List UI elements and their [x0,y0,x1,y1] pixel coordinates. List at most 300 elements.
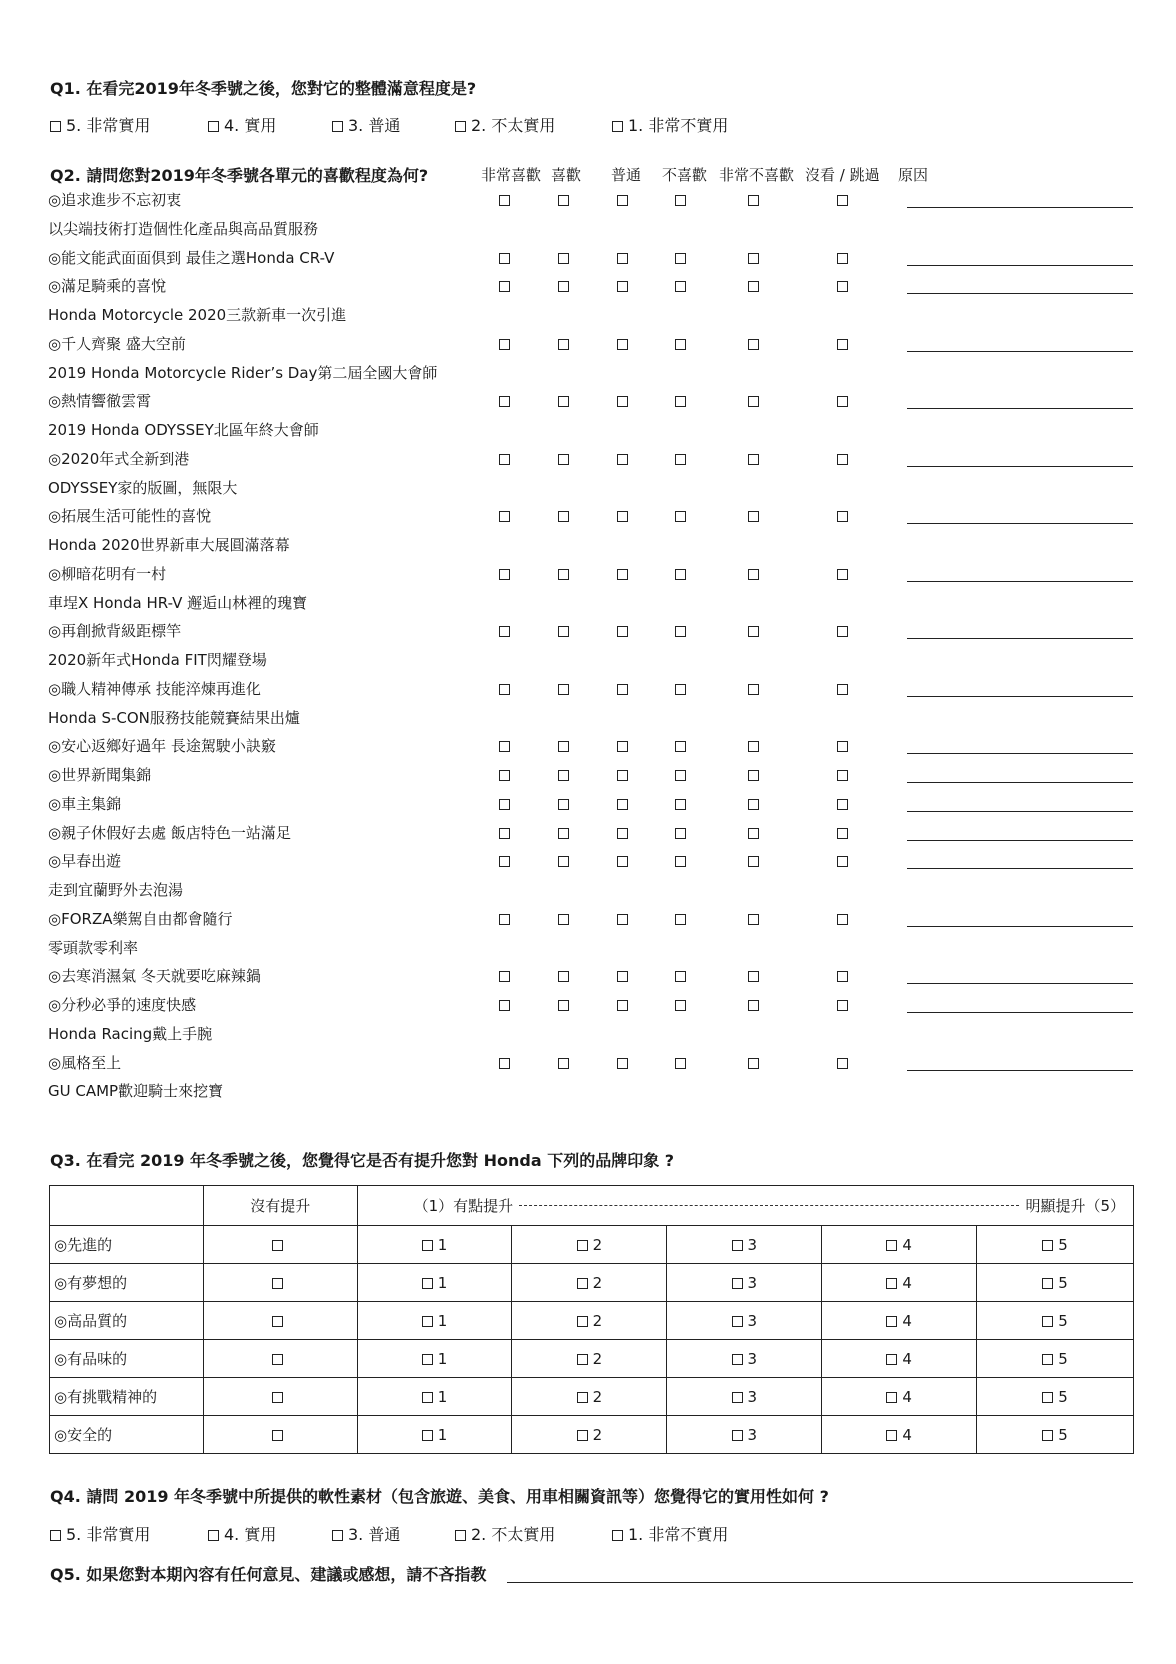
q3-cell-none [203,1340,357,1378]
q4-checkbox[interactable] [612,1530,623,1541]
q2-rating-checkbox[interactable] [675,971,686,982]
q2-rating-checkbox[interactable] [558,799,569,810]
q2-reason-line[interactable] [907,408,1133,409]
q2-column-header: 普通 [611,166,642,184]
q2-rating-checkbox[interactable] [499,253,510,264]
q2-rating-checkbox[interactable] [499,454,510,465]
q3-level-label: 5 [1058,1273,1068,1292]
q1-checkbox[interactable] [455,121,466,132]
q2-row-label: 2019 Honda ODYSSEY北區年終大會師 [48,421,319,439]
q3-checkbox[interactable] [732,1392,743,1403]
q2-rating-checkbox[interactable] [837,454,848,465]
q2-rating-checkbox[interactable] [675,856,686,867]
q2-rating-checkbox[interactable] [558,828,569,839]
q2-rating-checkbox[interactable] [558,339,569,350]
q2-row-label: 走到宜蘭野外去泡湯 [48,881,184,899]
q2-rating-checkbox[interactable] [617,770,628,781]
q3-checkbox[interactable] [1042,1240,1053,1251]
q3-cell-level [357,1226,512,1264]
q2-rating-checkbox[interactable] [499,569,510,580]
q3-checkbox[interactable] [886,1354,897,1365]
q2-rating-checkbox[interactable] [558,971,569,982]
q2-row-label: ◎安心返鄉好過年 長途駕駛小訣竅 [48,737,276,756]
q3-row-label: ◎有挑戰精神的 [50,1378,204,1416]
q2-row-label: ◎分秒必爭的速度快感 [48,996,197,1014]
q1-checkbox[interactable] [612,121,623,132]
q3-row [50,1340,1134,1378]
q3-cell-level [357,1340,512,1378]
q3-level-label: 1 [437,1349,448,1368]
q2-rating-checkbox[interactable] [748,770,759,781]
q1-option[interactable] [455,113,555,136]
q2-rating-checkbox[interactable] [675,626,686,637]
q3-cell-level [822,1302,977,1340]
q2-rating-checkbox[interactable] [499,1000,510,1011]
q2-rating-checkbox[interactable] [675,281,686,292]
q2-rating-checkbox[interactable] [748,569,759,580]
q2-subtitle-row [0,478,1176,504]
q2-question-row [0,276,1176,302]
q3-cell-level [512,1264,667,1302]
q2-rating-checkbox[interactable] [837,253,848,264]
q1-checkbox[interactable] [208,121,219,132]
q2-rating-checkbox[interactable] [617,339,628,350]
q2-row-label: ◎風格至上 [48,1053,122,1072]
q2-rating-checkbox[interactable] [675,454,686,465]
q3-checkbox[interactable] [422,1430,433,1441]
q3-checkbox[interactable] [886,1240,897,1251]
q2-reason-line[interactable] [907,638,1133,639]
q2-question-row [0,995,1176,1021]
q2-column-header: 原因 [898,166,929,184]
q3-cell-none [203,1226,357,1264]
q3-checkbox-none[interactable] [272,1240,283,1251]
q3-checkbox[interactable] [422,1278,433,1289]
q3-level-label: 4 [902,1235,912,1254]
q3-cell-level [977,1416,1134,1454]
q2-rating-checkbox[interactable] [748,971,759,982]
q2-rating-checkbox[interactable] [558,253,569,264]
q3-level-label: 5 [1058,1235,1068,1254]
q2-row-label: Honda 2020世界新車大展圓滿落幕 [48,536,290,554]
q2-subtitle-row [0,1081,1176,1107]
q3-checkbox[interactable] [577,1278,588,1289]
q2-subtitle-row [0,880,1176,906]
q2-rating-checkbox[interactable] [617,511,628,522]
q2-rating-checkbox[interactable] [837,971,848,982]
q3-checkbox[interactable] [422,1392,433,1403]
q2-subtitle-row [0,363,1176,389]
q2-question-row [0,564,1176,590]
q3-cell-level [512,1226,667,1264]
q4-option[interactable] [332,1522,400,1545]
q2-reason-line[interactable] [907,811,1133,812]
q3-checkbox-none[interactable] [272,1354,283,1365]
q2-rating-checkbox[interactable] [558,856,569,867]
q2-rating-checkbox[interactable] [748,828,759,839]
q1-option[interactable] [50,113,150,136]
q3-row-label: ◎高品質的 [50,1302,204,1340]
q3-checkbox-none[interactable] [272,1278,283,1289]
q3-checkbox[interactable] [577,1430,588,1441]
q2-rating-checkbox[interactable] [499,626,510,637]
q2-rating-checkbox[interactable] [499,856,510,867]
q3-scale-left: （1）有點提升 [413,1197,514,1215]
q2-row-label: ◎滿足騎乘的喜悅 [48,277,167,296]
q2-reason-line[interactable] [907,351,1133,352]
q4-option[interactable] [208,1522,276,1545]
q3-checkbox[interactable] [1042,1392,1053,1403]
q3-checkbox[interactable] [577,1240,588,1251]
q2-rating-checkbox[interactable] [675,511,686,522]
q2-row-label: ◎親子休假好去處 飯店特色一站滿足 [48,823,291,842]
q3-checkbox[interactable] [1042,1278,1053,1289]
q2-rating-checkbox[interactable] [837,626,848,637]
q1-checkbox[interactable] [50,121,61,132]
q2-reason-line[interactable] [907,1070,1133,1071]
q3-cell-level [822,1226,977,1264]
q1-checkbox[interactable] [332,121,343,132]
q2-reason-line[interactable] [907,753,1133,754]
q2-rating-checkbox[interactable] [499,799,510,810]
q2-reason-line[interactable] [907,926,1133,927]
q2-reason-line[interactable] [907,523,1133,524]
q2-rating-checkbox[interactable] [558,1000,569,1011]
q2-rating-checkbox[interactable] [617,626,628,637]
q2-rating-checkbox[interactable] [499,1058,510,1069]
q3-checkbox[interactable] [1042,1354,1053,1365]
q3-cell-level [512,1416,667,1454]
q2-rating-checkbox[interactable] [675,828,686,839]
q3-row-label: ◎安全的 [50,1416,204,1454]
q2-column-header: 非常喜歡 [481,166,542,184]
q2-rating-checkbox[interactable] [558,741,569,752]
q2-row-label: Honda S-CON服務技能競賽結果出爐 [48,708,300,727]
q3-level-label: 1 [437,1311,448,1330]
q2-question-row [0,506,1176,532]
q3-level-label: 3 [747,1349,758,1368]
q2-rating-checkbox[interactable] [499,511,510,522]
q2-rating-checkbox[interactable] [748,914,759,925]
q3-header-none: 沒有提升 [203,1186,357,1226]
q2-subtitle-row [0,305,1176,331]
q2-rating-checkbox[interactable] [748,1000,759,1011]
q3-header-scale [357,1186,1133,1226]
q3-cell-level [822,1378,977,1416]
q2-reason-line[interactable] [907,466,1133,467]
q2-rating-checkbox[interactable] [748,396,759,407]
q2-rating-checkbox[interactable] [499,971,510,982]
q3-level-label: 4 [902,1273,912,1292]
q4-option[interactable] [50,1522,150,1545]
q3-level-label: 4 [902,1311,912,1330]
q2-rating-checkbox[interactable] [617,799,628,810]
q3-checkbox[interactable] [886,1278,897,1289]
q3-level-label: 2 [592,1311,603,1330]
q4-option[interactable] [612,1522,728,1545]
q2-rating-checkbox[interactable] [617,1058,628,1069]
q3-checkbox[interactable] [732,1240,743,1251]
q2-rating-checkbox[interactable] [837,684,848,695]
q2-rating-checkbox[interactable] [748,741,759,752]
q2-reason-line[interactable] [907,581,1133,582]
q2-row-label: ◎熱情響徹雲霄 [48,392,152,411]
q3-checkbox[interactable] [1042,1316,1053,1327]
q2-rating-checkbox[interactable] [617,396,628,407]
q2-rating-checkbox[interactable] [499,770,510,781]
q4-checkbox[interactable] [50,1530,61,1541]
q2-question-row [0,765,1176,791]
q2-rating-checkbox[interactable] [837,281,848,292]
q3-checkbox-none[interactable] [272,1430,283,1441]
q3-level-label: 5 [1058,1425,1068,1444]
q2-row-label: ◎千人齊聚 盛大空前 [48,334,186,353]
q2-subtitle-row [0,1024,1176,1050]
q2-rating-checkbox[interactable] [837,914,848,925]
q3-cell-level [357,1264,512,1302]
q2-subtitle-row [0,593,1176,619]
q1-option[interactable] [208,113,276,136]
q4-checkbox[interactable] [208,1530,219,1541]
q2-row-label: Honda Racing戴上手腕 [48,1024,213,1043]
q2-reason-line[interactable] [907,696,1133,697]
q2-rating-checkbox[interactable] [837,195,848,206]
q2-rating-checkbox[interactable] [748,253,759,264]
q3-level-label: 4 [902,1425,912,1444]
q2-subtitle-row [0,650,1176,676]
q3-checkbox-none[interactable] [272,1392,283,1403]
q2-subtitle-row [0,535,1176,561]
q2-rating-checkbox[interactable] [675,339,686,350]
q4-option-label: 3. 普通 [348,1525,401,1544]
q2-rating-checkbox[interactable] [617,971,628,982]
q2-rating-checkbox[interactable] [837,569,848,580]
q2-row-label: ◎柳暗花明有一村 [48,564,167,583]
q3-level-label: 5 [1058,1349,1068,1368]
q2-rating-checkbox[interactable] [617,253,628,264]
q2-rating-checkbox[interactable] [675,1000,686,1011]
q3-checkbox[interactable] [577,1392,588,1403]
q2-rating-checkbox[interactable] [837,828,848,839]
q2-rating-checkbox[interactable] [837,511,848,522]
q2-rating-checkbox[interactable] [837,1000,848,1011]
q3-checkbox[interactable] [422,1354,433,1365]
q3-cell-level [977,1226,1134,1264]
q2-rating-checkbox[interactable] [675,253,686,264]
q2-rating-checkbox[interactable] [837,396,848,407]
q2-rating-checkbox[interactable] [558,569,569,580]
q2-question-row [0,449,1176,475]
q2-question-row [0,190,1176,216]
q3-checkbox[interactable] [422,1316,433,1327]
q2-reason-line[interactable] [907,868,1133,869]
q2-rating-checkbox[interactable] [617,569,628,580]
q2-rating-checkbox[interactable] [675,684,686,695]
q2-rating-checkbox[interactable] [675,770,686,781]
q2-rating-checkbox[interactable] [499,396,510,407]
q2-rating-checkbox[interactable] [558,195,569,206]
q2-reason-line[interactable] [907,265,1133,266]
q3-level-label: 2 [592,1349,603,1368]
q2-question-row [0,736,1176,762]
q2-column-header: 喜歡 [551,166,582,184]
q3-checkbox[interactable] [1042,1430,1053,1441]
q2-row-label: 2019 Honda Motorcycle Rider’s Day第二屆全國大會師 [48,363,438,382]
q2-question-row [0,248,1176,274]
q2-question-row [0,823,1176,849]
q2-row-label: ◎早春出遊 [48,852,122,871]
q2-rating-checkbox[interactable] [837,741,848,752]
q2-rating-checkbox[interactable] [748,195,759,206]
q2-rating-checkbox[interactable] [748,281,759,292]
q2-rating-checkbox[interactable] [748,339,759,350]
q2-rating-checkbox[interactable] [558,1058,569,1069]
q2-rating-checkbox[interactable] [675,914,686,925]
q2-rating-checkbox[interactable] [748,1058,759,1069]
q2-reason-line[interactable] [907,293,1133,294]
q2-reason-line[interactable] [907,983,1133,984]
q3-checkbox[interactable] [577,1316,588,1327]
q3-level-label: 3 [747,1235,758,1254]
q4-checkbox[interactable] [332,1530,343,1541]
q2-reason-line[interactable] [907,1012,1133,1013]
q1-option-label: 4. 實用 [224,116,277,135]
q2-title: Q2. 請問您對2019年冬季號各單元的喜歡程度為何? [50,166,429,185]
q3-checkbox[interactable] [577,1354,588,1365]
q2-rating-checkbox[interactable] [499,741,510,752]
q2-rating-checkbox[interactable] [558,914,569,925]
q4-option-label: 5. 非常實用 [66,1525,151,1544]
q2-rating-checkbox[interactable] [558,770,569,781]
q3-row-label: ◎先進的 [50,1226,204,1264]
q2-rating-checkbox[interactable] [499,914,510,925]
q3-cell-level [357,1416,512,1454]
q2-rating-checkbox[interactable] [837,856,848,867]
q2-rating-checkbox[interactable] [748,684,759,695]
q2-subtitle-row [0,219,1176,245]
q2-question-row [0,679,1176,705]
q3-checkbox[interactable] [886,1392,897,1403]
q2-rating-checkbox[interactable] [558,684,569,695]
q2-rating-checkbox[interactable] [558,626,569,637]
q2-rating-checkbox[interactable] [675,396,686,407]
q2-rating-checkbox[interactable] [499,339,510,350]
q2-rating-checkbox[interactable] [675,799,686,810]
q3-level-label: 4 [902,1349,912,1368]
q3-cell-level [667,1264,822,1302]
q2-rating-checkbox[interactable] [617,914,628,925]
q2-reason-line[interactable] [907,840,1133,841]
q3-cell-level [357,1378,512,1416]
q2-row-label: ◎再創掀背級距標竿 [48,622,182,641]
q3-cell-level [512,1378,667,1416]
q3-header-blank [50,1186,204,1226]
q3-level-label: 2 [592,1235,603,1254]
q3-checkbox[interactable] [886,1316,897,1327]
q3-row [50,1226,1134,1264]
q2-row-label: ◎能文能武面面俱到 最佳之選Honda CR-V [48,248,335,267]
q2-rating-checkbox[interactable] [617,281,628,292]
q3-checkbox[interactable] [732,1316,743,1327]
q5-answer-line[interactable] [507,1582,1133,1583]
q4-title: Q4. 請問 2019 年冬季號中所提供的軟性素材（包含旅遊、美食、用車相關資訊等）您覺得它的實用性如何 ? [50,1487,829,1506]
q2-rating-checkbox[interactable] [837,799,848,810]
q3-checkbox[interactable] [886,1430,897,1441]
q2-rating-checkbox[interactable] [748,511,759,522]
q2-rating-checkbox[interactable] [617,454,628,465]
q2-rating-checkbox[interactable] [617,684,628,695]
q2-subtitle-row [0,708,1176,734]
q4-option[interactable] [455,1522,555,1545]
q2-row-label: ◎車主集錦 [48,794,122,813]
q2-rating-checkbox[interactable] [499,281,510,292]
q3-level-label: 3 [747,1387,758,1406]
q3-cell-level [512,1302,667,1340]
q3-checkbox[interactable] [422,1240,433,1251]
q2-rating-checkbox[interactable] [499,195,510,206]
q3-cell-none [203,1264,357,1302]
q2-row-label: GU CAMP歡迎騎士來挖寶 [48,1082,224,1101]
q4-option-label: 2. 不太實用 [471,1525,556,1544]
q2-rating-checkbox[interactable] [837,1058,848,1069]
q2-rating-checkbox[interactable] [675,569,686,580]
q3-table [49,1185,1134,1454]
q3-checkbox[interactable] [732,1278,743,1289]
q2-rating-checkbox[interactable] [748,856,759,867]
q3-cell-level [667,1416,822,1454]
q2-question-row [0,334,1176,360]
q3-cell-level [667,1340,822,1378]
q2-row-label: 車埕X Honda HR-V 邂逅山林裡的瑰寶 [48,593,308,612]
q2-rating-checkbox[interactable] [748,799,759,810]
q2-rating-checkbox[interactable] [617,856,628,867]
q2-rating-checkbox[interactable] [499,828,510,839]
q3-checkbox-none[interactable] [272,1316,283,1327]
q4-checkbox[interactable] [455,1530,466,1541]
q2-rating-checkbox[interactable] [837,770,848,781]
q2-rating-checkbox[interactable] [558,396,569,407]
q2-rating-checkbox[interactable] [558,281,569,292]
q2-rating-checkbox[interactable] [748,454,759,465]
q2-row-label: ◎拓展生活可能性的喜悅 [48,507,212,526]
q2-rating-checkbox[interactable] [837,339,848,350]
q3-cell-level [822,1340,977,1378]
q2-rating-checkbox[interactable] [675,195,686,206]
q3-cell-none [203,1416,357,1454]
q2-rating-checkbox[interactable] [617,828,628,839]
q2-row-label: Honda Motorcycle 2020三款新車一次引進 [48,306,347,324]
q2-reason-line[interactable] [907,207,1133,208]
q2-reason-line[interactable] [907,782,1133,783]
q2-rating-checkbox[interactable] [675,1058,686,1069]
q2-rating-checkbox[interactable] [748,626,759,637]
q3-checkbox[interactable] [732,1354,743,1365]
q2-rating-checkbox[interactable] [675,741,686,752]
q2-rating-checkbox[interactable] [617,1000,628,1011]
q3-row [50,1416,1134,1454]
q2-row-label: 以尖端技術打造個性化產品與高品質服務 [48,219,319,238]
q2-rating-checkbox[interactable] [558,511,569,522]
q2-rating-checkbox[interactable] [617,195,628,206]
q3-row-label: ◎有夢想的 [50,1264,204,1302]
q1-option[interactable] [612,113,728,136]
q2-rating-checkbox[interactable] [617,741,628,752]
q1-option[interactable] [332,113,400,136]
q3-checkbox[interactable] [732,1430,743,1441]
q5-title: Q5. 如果您對本期內容有任何意見、建議或感想，請不吝指教 [50,1565,487,1584]
q2-rating-checkbox[interactable] [499,684,510,695]
q2-rating-checkbox[interactable] [558,454,569,465]
